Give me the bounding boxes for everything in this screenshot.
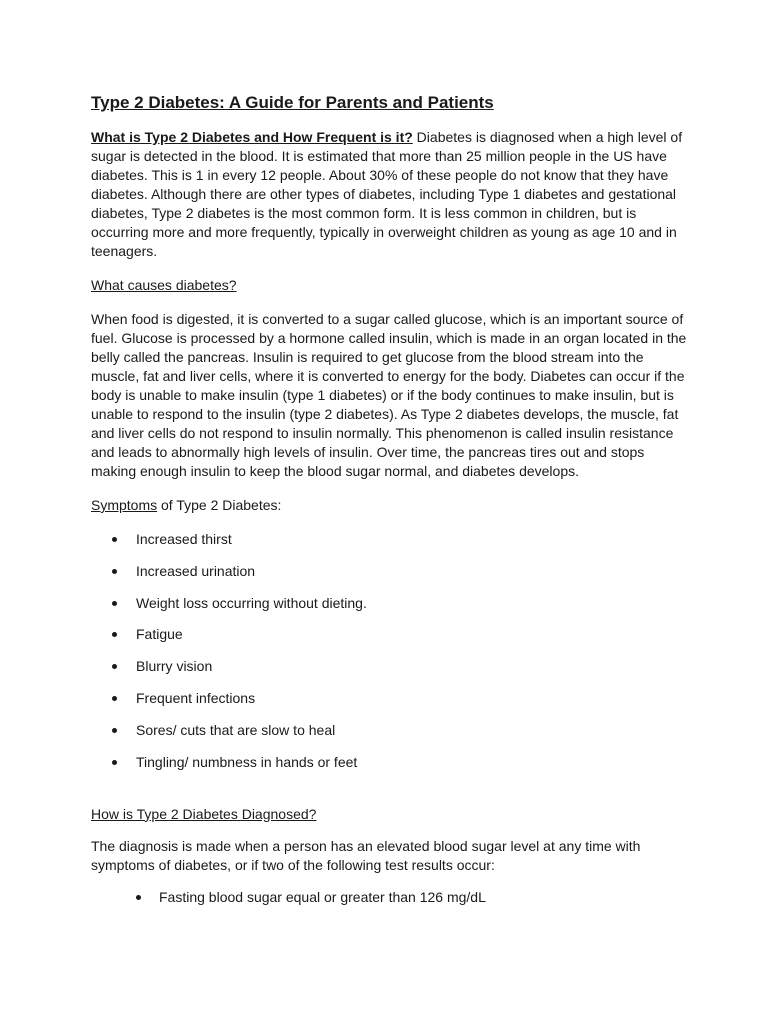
bullet-icon (112, 728, 117, 733)
list-item (91, 562, 691, 581)
symptom-text: Fatigue (136, 626, 183, 643)
causes-heading: What causes diabetes? (91, 277, 237, 293)
bullet-icon (112, 537, 117, 542)
symptoms-heading (91, 496, 691, 515)
list-item (91, 625, 691, 644)
diagnosis-paragraph: The diagnosis is made when a person has an elevated blood sugar level at any time with symptoms of diabetes, or if two of the following test results occur: (91, 837, 641, 873)
symptoms-heading-rest: of Type 2 Diabetes: (157, 497, 282, 513)
list-item (91, 888, 691, 907)
bullet-icon (112, 569, 117, 574)
document-title: Type 2 Diabetes: A Guide for Parents and Patients (91, 93, 494, 112)
list-item (91, 689, 691, 708)
symptom-text: Weight loss occurring without dieting. (136, 594, 367, 611)
bullet-icon (112, 664, 117, 669)
symptom-text: Tingling/ numbness in hands or feet (136, 753, 358, 770)
intro-text: Diabetes is diagnosed when a high level of sugar is detected in the blood. It is estimated that more than 25 million people in the US have diabetes. This is 1 in every 12 people. About 30% of these people do not know that they have diabetes. Although there are other types of diabetes, including Type 1 diabetes and gestational diabetes, Type 2 diabetes is the most common form. It is less common in children, but is occurring more and more frequently, typically in overweight children as young as age 10 and in teenagers. (91, 129, 683, 259)
diagnosis-list (91, 888, 691, 907)
symptom-text: Increased urination (136, 562, 256, 579)
list-item (91, 657, 691, 676)
symptom-text: Increased thirst (136, 531, 232, 547)
list-item (91, 721, 691, 740)
bullet-icon (112, 601, 117, 606)
symptom-text: Blurry vision (136, 658, 213, 675)
bullet-icon (136, 895, 141, 900)
document-page (91, 92, 691, 919)
bullet-icon (112, 696, 117, 701)
list-item (91, 530, 691, 549)
bullet-icon (112, 760, 117, 765)
symptom-text: Frequent infections (136, 689, 256, 706)
intro-lead-heading: What is Type 2 Diabetes and How Frequent is it? (91, 129, 413, 145)
list-item (91, 594, 691, 613)
list-item (91, 753, 691, 772)
symptoms-list (91, 530, 691, 772)
diagnosis-criterion-text: Fasting blood sugar equal or greater than 126 mg/dL (159, 888, 486, 905)
diagnosis-heading: How is Type 2 Diabetes Diagnosed? (91, 805, 317, 822)
bullet-icon (112, 632, 117, 637)
intro-paragraph (91, 128, 691, 261)
symptom-text: Sores/ cuts that are slow to heal (136, 721, 336, 738)
causes-paragraph: When food is digested, it is converted to a sugar called glucose, which is an important source of fuel. Glucose is processed by a hormone called insulin, which is made in an organ located in the belly called the pancreas. Insulin is required to get glucose from the blood stream into the muscle, fat and liver cells, where it is converted to energy for the body. Diabetes can occur if the body is unable to make insulin (type 1 diabetes) or if the body continues to make insulin, but is unable to respond to the insulin (type 2 diabetes). As Type 2 diabetes develops, the muscle, fat and liver cells do not respond to insulin normally. This phenomenon is called insulin resistance and leads to abnormally high levels of insulin. Over time, the pancreas tires out and stops making enough insulin to keep the blood sugar normal, and diabetes develops. (91, 311, 687, 479)
symptoms-heading-underlined: Symptoms (91, 497, 158, 513)
